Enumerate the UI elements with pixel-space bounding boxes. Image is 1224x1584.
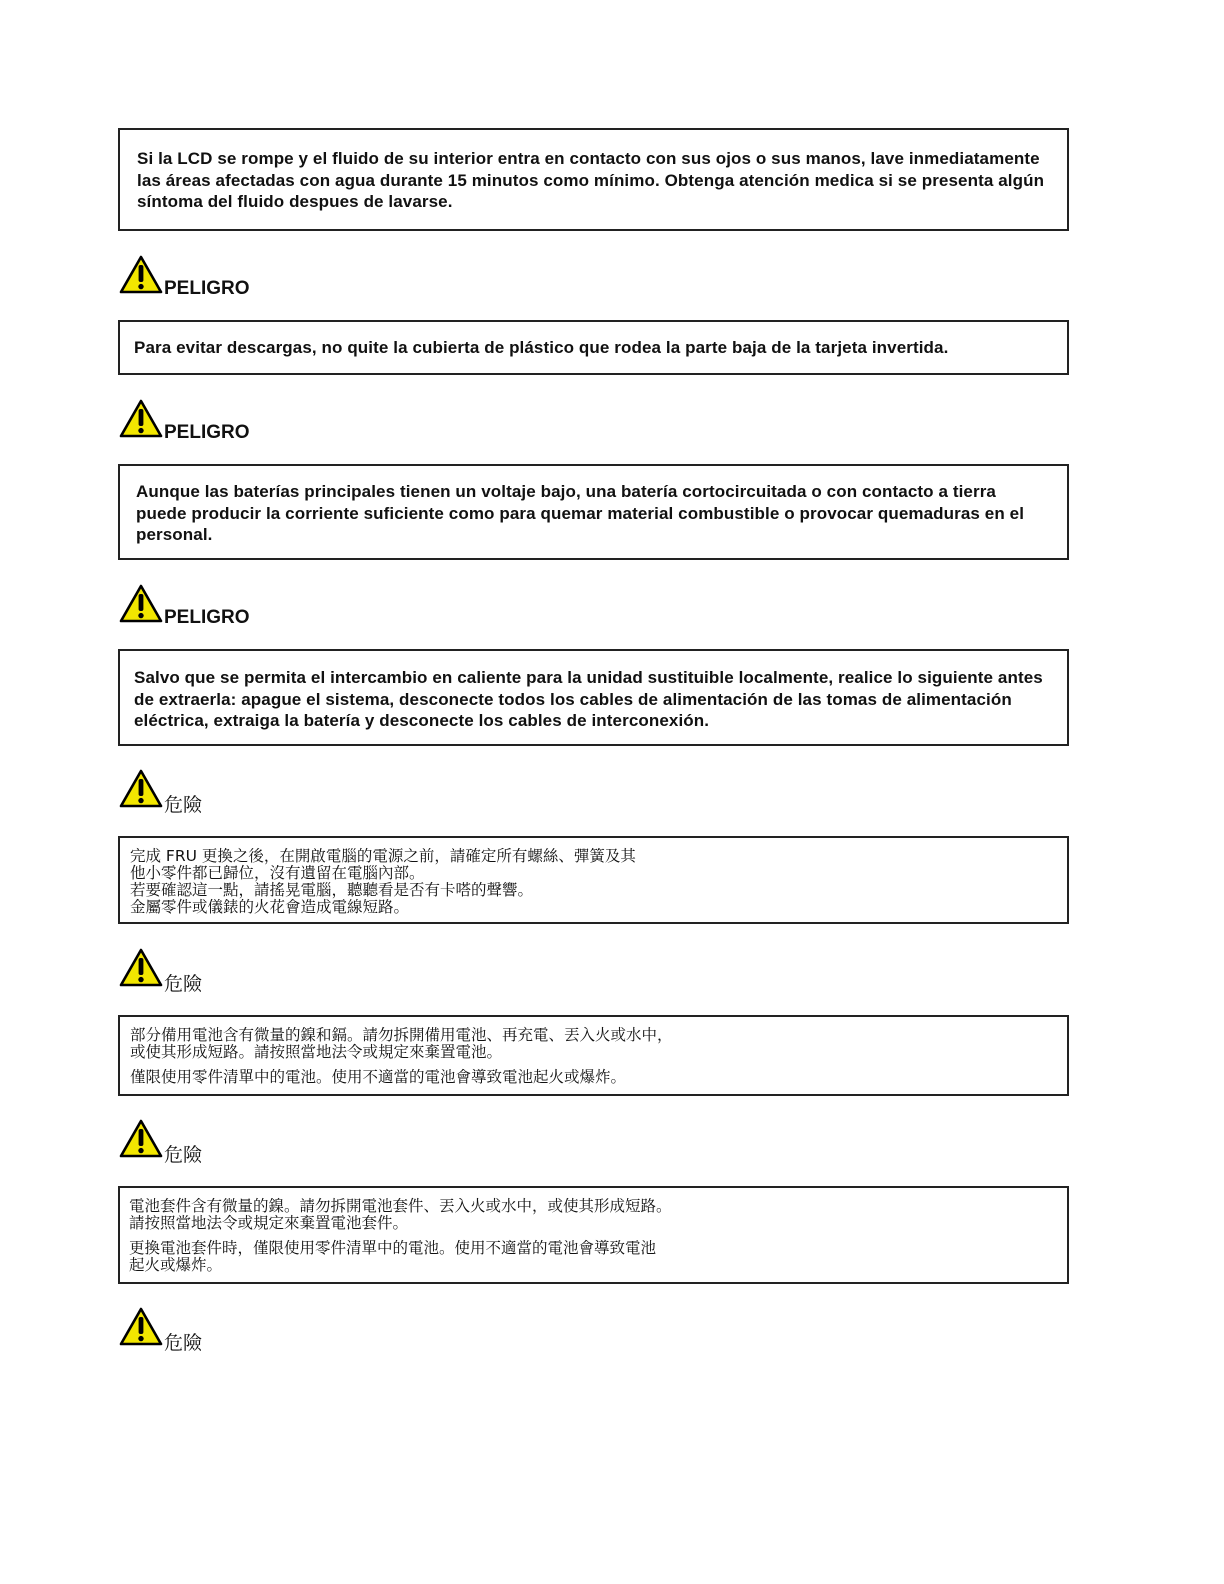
notice-text-battery: Aunque las baterías principales tienen un voltaje bajo, una batería cortocircuitada o con contacto a tierra puede producir la corriente suficiente como para quemar material combustible o provocar quemaduras en el personal. xyxy=(136,482,1025,544)
notice-line: 起火或爆炸。 xyxy=(129,1256,223,1274)
warning-heading-2 xyxy=(119,398,250,443)
notice-line: 部分備用電池含有微量的鎳和鎘。請勿拆開備用電池、再充電、丟入火或水中， xyxy=(130,1026,673,1044)
notice-box-hotswap xyxy=(118,649,1069,746)
warning-triangle-icon xyxy=(119,583,163,625)
warning-triangle-icon xyxy=(119,1306,163,1348)
warning-heading-6 xyxy=(119,1118,203,1166)
warning-label: PELIGRO xyxy=(164,607,250,628)
warning-label: 危險 xyxy=(164,794,203,816)
notice-text-hotswap: Salvo que se permita el intercambio en caliente para la unidad sustituible localmente, realice lo siguiente antes de extraerla: apague el sistema, desconecte todos los cables de alimentación de las tomas de alimentación eléctrica, extraiga la batería y desconecte los cables de interconexión. xyxy=(134,668,1043,730)
warning-triangle-icon xyxy=(119,768,163,810)
notice-line: 更換電池套件時，僅限使用零件清單中的電池。使用不適當的電池會導致電池 xyxy=(129,1239,657,1257)
warning-label: 危險 xyxy=(164,1332,203,1354)
notice-line: 若要確認這一點，請搖晃電腦，聽聽看是否有卡嗒的聲響。 xyxy=(130,881,534,899)
notice-text-lcd: Si la LCD se rompe y el fluido de su interior entra en contacto con sus ojos o sus manos, lave inmediatamente las áreas afectadas con agua durante 15 minutos como mínimo. Obtenga atención medica si se presenta algún síntoma del fluido despues de lavarse. xyxy=(137,149,1045,211)
warning-heading-7 xyxy=(119,1306,203,1354)
warning-triangle-icon xyxy=(119,254,163,296)
notice-line: 金屬零件或儀錶的火花會造成電線短路。 xyxy=(130,898,410,916)
notice-text-shock: Para evitar descargas, no quite la cubierta de plástico que rodea la parte baja de la tarjeta invertida. xyxy=(134,338,949,357)
warning-heading-5 xyxy=(119,947,203,995)
notice-line: 或使其形成短路。請按照當地法令或規定來棄置電池。 xyxy=(130,1043,503,1061)
notice-line: 請按照當地法令或規定來棄置電池套件。 xyxy=(129,1214,409,1232)
notice-box-backup-battery xyxy=(118,1015,1069,1096)
warning-triangle-icon xyxy=(119,398,163,440)
notice-line: 他小零件都已歸位，沒有遺留在電腦內部。 xyxy=(130,864,425,882)
notice-line: 電池套件含有微量的鎳。請勿拆開電池套件、丟入火或水中，或使其形成短路。 xyxy=(129,1197,672,1215)
notice-box-shock xyxy=(118,320,1069,375)
notice-box-fru xyxy=(118,836,1069,924)
notice-box-lcd xyxy=(118,128,1069,231)
notice-box-battery-pack xyxy=(118,1186,1069,1284)
warning-label: PELIGRO xyxy=(164,278,250,299)
warning-heading-1 xyxy=(119,254,250,299)
notice-line: 僅限使用零件清單中的電池。使用不適當的電池會導致電池起火或爆炸。 xyxy=(130,1068,627,1086)
warning-triangle-icon xyxy=(119,947,163,989)
warning-label: PELIGRO xyxy=(164,422,250,443)
warning-label: 危險 xyxy=(164,973,203,995)
notice-line: 完成 FRU 更換之後，在開啟電腦的電源之前，請確定所有螺絲、彈簧及其 xyxy=(130,847,636,865)
notice-box-battery xyxy=(118,464,1069,560)
warning-label: 危險 xyxy=(164,1144,203,1166)
warning-heading-4 xyxy=(119,768,203,816)
warning-heading-3 xyxy=(119,583,250,628)
warning-triangle-icon xyxy=(119,1118,163,1160)
